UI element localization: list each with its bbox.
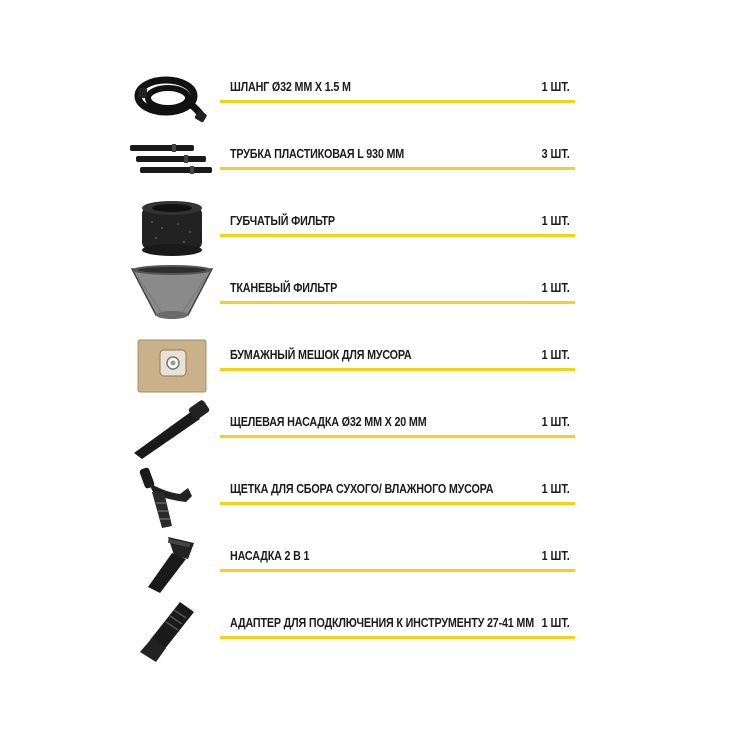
tool-adapter-icon [128, 598, 216, 665]
crevice-nozzle-icon [128, 397, 216, 464]
sponge-filter-icon [128, 196, 216, 263]
list-item [0, 397, 734, 464]
item-quantity: 1 ШТ. [541, 281, 570, 295]
list-item [0, 464, 734, 531]
item-name: ГУБЧАТЫЙ ФИЛЬТР [230, 214, 335, 228]
item-name: НАСАДКА 2 В 1 [230, 549, 310, 563]
item-quantity: 1 ШТ. [541, 348, 570, 362]
divider [220, 435, 575, 438]
item-quantity: 1 ШТ. [541, 214, 570, 228]
list-item [0, 129, 734, 196]
item-name: БУМАЖНЫЙ МЕШОК ДЛЯ МУСОРА [230, 348, 412, 362]
paper-bag-icon [128, 330, 216, 397]
divider [220, 368, 575, 371]
divider [220, 502, 575, 505]
item-name: ЩЕЛЕВАЯ НАСАДКА Ø32 ММ X 20 ММ [230, 415, 427, 429]
two-in-one-nozzle-icon [128, 531, 216, 598]
item-name: ТРУБКА ПЛАСТИКОВАЯ L 930 ММ [230, 147, 405, 161]
list-item [0, 531, 734, 598]
list-item [0, 330, 734, 397]
item-quantity: 1 ШТ. [541, 616, 570, 630]
divider [220, 234, 575, 237]
list-item [0, 598, 734, 665]
item-quantity: 3 ШТ. [541, 147, 570, 161]
cloth-filter-icon [128, 263, 216, 330]
item-quantity: 1 ШТ. [541, 415, 570, 429]
divider [220, 301, 575, 304]
divider [220, 636, 575, 639]
list-item [0, 263, 734, 330]
item-name: ШЛАНГ Ø32 ММ X 1.5 М [230, 80, 351, 94]
list-item [0, 196, 734, 263]
divider [220, 100, 575, 103]
divider [220, 167, 575, 170]
floor-brush-icon [128, 464, 216, 531]
list-item [0, 62, 734, 129]
item-name: ТКАНЕВЫЙ ФИЛЬТР [230, 281, 338, 295]
item-name: ЩЕТКА ДЛЯ СБОРА СУХОГО/ ВЛАЖНОГО МУСОРА [230, 482, 494, 496]
item-quantity: 1 ШТ. [541, 549, 570, 563]
tubes-icon [128, 129, 216, 196]
divider [220, 569, 575, 572]
item-quantity: 1 ШТ. [541, 482, 570, 496]
item-quantity: 1 ШТ. [541, 80, 570, 94]
item-name: АДАПТЕР ДЛЯ ПОДКЛЮЧЕНИЯ К ИНСТРУМЕНТУ 27-41 ММ [230, 616, 534, 630]
hose-icon [128, 62, 216, 129]
